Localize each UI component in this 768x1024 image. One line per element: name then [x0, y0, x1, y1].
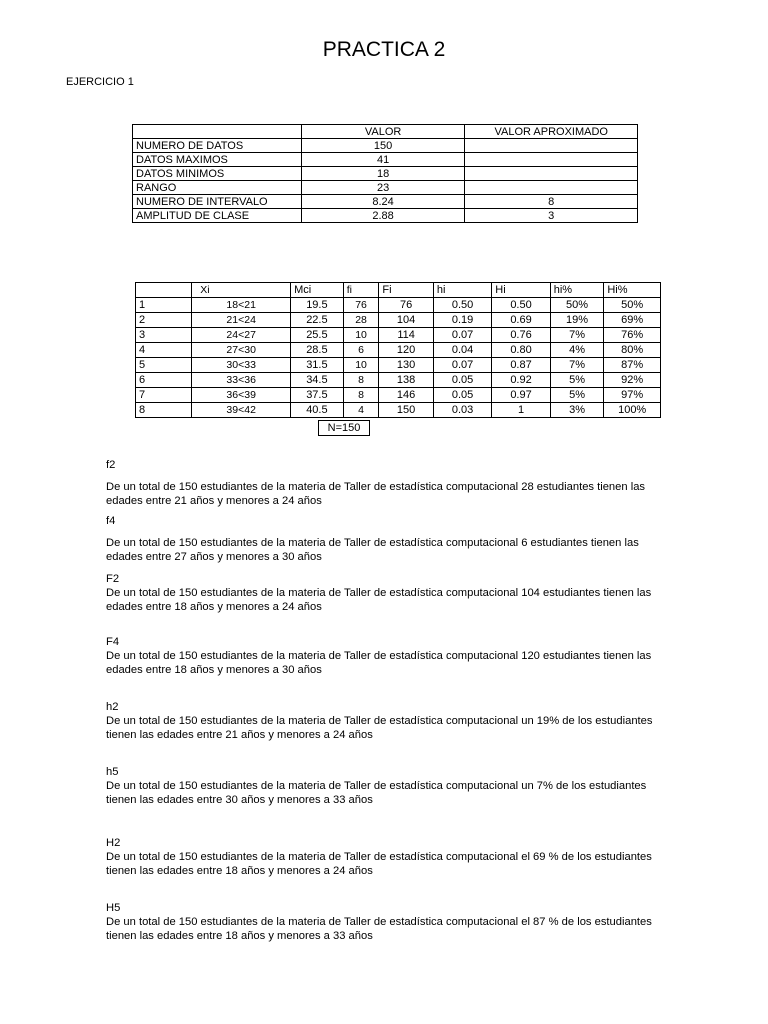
table-cell: 150: [301, 139, 465, 153]
table-cell: 19.5: [291, 298, 344, 313]
table-cell: 69%: [604, 313, 661, 328]
table-cell: 0.92: [492, 373, 550, 388]
table-cell: 24<27: [192, 328, 291, 343]
table-header-row: [136, 283, 661, 298]
table-cell: 50%: [550, 298, 604, 313]
table-cell: 39<42: [192, 403, 291, 418]
frequency-table: [135, 282, 661, 418]
note-label: f2: [106, 459, 116, 471]
table-cell: 76: [379, 298, 433, 313]
table-cell: 4: [136, 343, 192, 358]
total-count-cell: N=150: [318, 420, 370, 436]
header-cell: [136, 283, 192, 298]
header-cell: hi%: [550, 283, 604, 298]
note-text: De un total de 150 estudiantes de la materia de Taller de estadística computacional 28 estudiantes tienen las edades entre 21 años y menores a 24 años: [106, 481, 646, 507]
table-cell: [465, 153, 638, 167]
table-cell: 4: [343, 403, 379, 418]
table-cell: 114: [379, 328, 433, 343]
note-label: H2: [106, 837, 121, 849]
header-cell: fi: [343, 283, 379, 298]
page-title: PRACTICA 2: [322, 38, 446, 61]
table-cell: 8: [343, 388, 379, 403]
table-cell: 30<33: [192, 358, 291, 373]
table-cell: [465, 167, 638, 181]
table-cell: 2.88: [301, 209, 465, 223]
table-cell: DATOS MINIMOS: [133, 167, 302, 181]
table-cell: 5: [136, 358, 192, 373]
table-cell: 120: [379, 343, 433, 358]
table-cell: 10: [343, 358, 379, 373]
table-cell: 146: [379, 388, 433, 403]
note-label: H5: [106, 902, 121, 914]
table-row: [133, 181, 638, 195]
table-cell: 100%: [604, 403, 661, 418]
table-cell: 8: [343, 373, 379, 388]
header-cell: [133, 125, 302, 139]
table-cell: 5%: [550, 373, 604, 388]
note-label: h2: [106, 701, 119, 713]
note-text: De un total de 150 estudiantes de la materia de Taller de estadística computacional el 69 % de los estudiantes tienen las edades entre 18 años y menores a 24 años: [106, 851, 652, 877]
table-cell: 80%: [604, 343, 661, 358]
table-cell: 92%: [604, 373, 661, 388]
exercise-heading: EJERCICIO 1: [66, 76, 134, 88]
table-cell: 130: [379, 358, 433, 373]
table-cell: 31.5: [291, 358, 344, 373]
table-cell: 0.05: [433, 373, 491, 388]
table-row: [136, 298, 661, 313]
table-cell: 21<24: [192, 313, 291, 328]
table-cell: 0.76: [492, 328, 550, 343]
table-row: [136, 358, 661, 373]
table-cell: 0.04: [433, 343, 491, 358]
note-label: f4: [106, 515, 116, 527]
header-cell: hi: [433, 283, 491, 298]
table-row: [133, 153, 638, 167]
table-cell: 6: [343, 343, 379, 358]
table-cell: 28.5: [291, 343, 344, 358]
table-cell: 4%: [550, 343, 604, 358]
note-block: [106, 635, 666, 677]
table-cell: 34.5: [291, 373, 344, 388]
note-block: [106, 901, 666, 943]
note-label: F4: [106, 636, 120, 648]
table-cell: 22.5: [291, 313, 344, 328]
note-block: [106, 572, 666, 614]
table-row: [133, 209, 638, 223]
table-cell: 41: [301, 153, 465, 167]
note-text: De un total de 150 estudiantes de la materia de Taller de estadística computacional el 87 % de los estudiantes tienen las edades entre 18 años y menores a 33 años: [106, 916, 652, 942]
header-cell: Hi%: [604, 283, 661, 298]
table-cell: 0.50: [492, 298, 550, 313]
table-cell: 0.50: [433, 298, 491, 313]
table-header-row: [133, 125, 638, 139]
note-text: De un total de 150 estudiantes de la materia de Taller de estadística computacional un 7% de los estudiantes tienen las edades entre 30 años y menores a 33 años: [106, 780, 647, 806]
table-cell: 19%: [550, 313, 604, 328]
table-cell: 25.5: [291, 328, 344, 343]
table-cell: 8: [136, 403, 192, 418]
table-cell: 5%: [550, 388, 604, 403]
note-text: De un total de 150 estudiantes de la materia de Taller de estadística computacional 104 estudiantes tienen las edades entre 18 años y menores a 24 años: [106, 587, 652, 613]
table-row: [136, 343, 661, 358]
table-cell: 0.07: [433, 328, 491, 343]
header-cell: VALOR APROXIMADO: [465, 125, 638, 139]
table-cell: 138: [379, 373, 433, 388]
table-cell: 2: [136, 313, 192, 328]
table-cell: [465, 139, 638, 153]
table-cell: 0.69: [492, 313, 550, 328]
table-cell: 33<36: [192, 373, 291, 388]
note-block: [106, 836, 666, 878]
table-cell: 36<39: [192, 388, 291, 403]
table-cell: AMPLITUD DE CLASE: [133, 209, 302, 223]
note-text: De un total de 150 estudiantes de la materia de Taller de estadística computacional 6 estudiantes tienen las edades entre 27 años y menores a 30 años: [106, 537, 639, 563]
header-cell: Xi: [192, 283, 291, 298]
table-cell: 27<30: [192, 343, 291, 358]
table-cell: 150: [379, 403, 433, 418]
table-cell: 7%: [550, 328, 604, 343]
summary-table: [132, 124, 638, 223]
table-row: [136, 403, 661, 418]
header-cell: Hi: [492, 283, 550, 298]
table-cell: 0.87: [492, 358, 550, 373]
header-cell: VALOR: [301, 125, 465, 139]
table-cell: 3: [136, 328, 192, 343]
table-cell: 1: [136, 298, 192, 313]
table-cell: 0.97: [492, 388, 550, 403]
table-cell: 0.19: [433, 313, 491, 328]
table-cell: [465, 181, 638, 195]
header-cell: Fi: [379, 283, 433, 298]
table-cell: 50%: [604, 298, 661, 313]
table-cell: NUMERO DE INTERVALO: [133, 195, 302, 209]
table-cell: 0.07: [433, 358, 491, 373]
note-block: [106, 514, 666, 564]
table-cell: 10: [343, 328, 379, 343]
table-cell: 76%: [604, 328, 661, 343]
table-cell: 87%: [604, 358, 661, 373]
note-block: [106, 765, 666, 807]
table-cell: 3%: [550, 403, 604, 418]
table-row: [133, 139, 638, 153]
table-row: [136, 313, 661, 328]
table-cell: 0.80: [492, 343, 550, 358]
table-cell: 76: [343, 298, 379, 313]
note-label: F2: [106, 573, 120, 585]
table-row: [136, 328, 661, 343]
table-cell: 6: [136, 373, 192, 388]
table-cell: 7%: [550, 358, 604, 373]
table-cell: 18: [301, 167, 465, 181]
table-row: [133, 167, 638, 181]
note-text: De un total de 150 estudiantes de la materia de Taller de estadística computacional un 19% de los estudiantes tienen las edades entre 21 años y menores a 24 años: [106, 715, 653, 741]
table-cell: 23: [301, 181, 465, 195]
note-label: h5: [106, 766, 119, 778]
table-cell: 18<21: [192, 298, 291, 313]
table-cell: 97%: [604, 388, 661, 403]
table-cell: 0.05: [433, 388, 491, 403]
table-cell: 104: [379, 313, 433, 328]
table-cell: 7: [136, 388, 192, 403]
table-cell: DATOS MAXIMOS: [133, 153, 302, 167]
table-cell: RANGO: [133, 181, 302, 195]
table-row: [136, 388, 661, 403]
table-cell: 3: [465, 209, 638, 223]
table-cell: 0.03: [433, 403, 491, 418]
table-cell: 37.5: [291, 388, 344, 403]
table-cell: 8.24: [301, 195, 465, 209]
note-block: [106, 700, 666, 742]
table-cell: 1: [492, 403, 550, 418]
note-text: De un total de 150 estudiantes de la materia de Taller de estadística computacional 120 estudiantes tienen las edades entre 18 años y menores a 30 años: [106, 650, 652, 676]
table-cell: 28: [343, 313, 379, 328]
table-cell: NUMERO DE DATOS: [133, 139, 302, 153]
table-cell: 40.5: [291, 403, 344, 418]
note-block: [106, 458, 666, 508]
table-cell: 8: [465, 195, 638, 209]
table-row: [136, 373, 661, 388]
table-row: [133, 195, 638, 209]
header-cell: Mci: [291, 283, 344, 298]
